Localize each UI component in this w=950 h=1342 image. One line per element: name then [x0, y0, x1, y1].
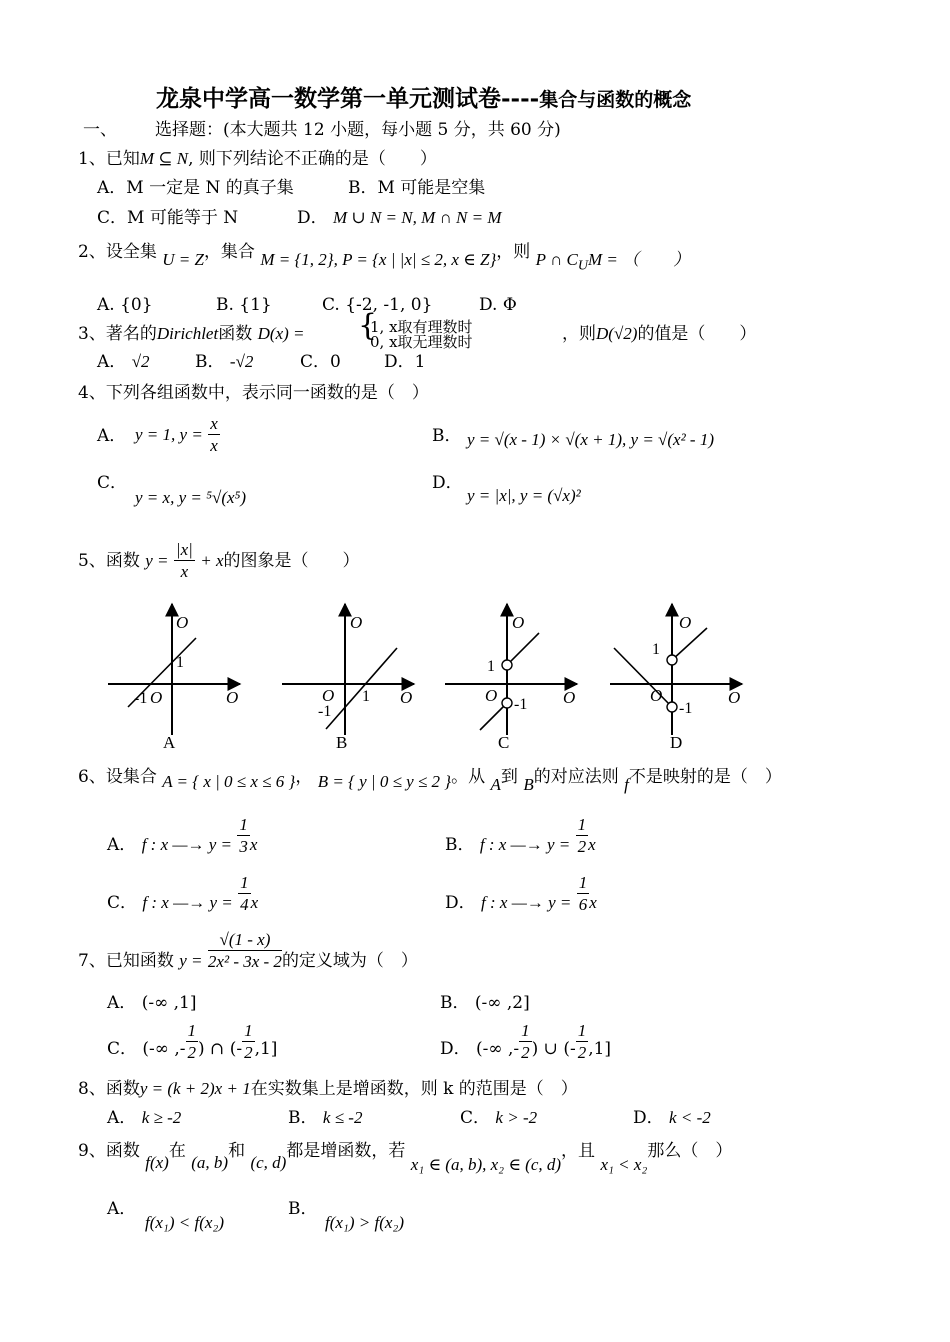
q1-option-c: C．M 可能等于 N	[97, 208, 239, 228]
graph-d-open-point-top	[667, 655, 677, 665]
section-number: 一、	[83, 120, 117, 140]
graph-c-open-point-bottom	[502, 698, 512, 708]
section-description: 选择题：(本大题共 12 小题，每小题 5 分，共 60 分)	[155, 120, 561, 140]
q3-case-2: 0, x取无理数时	[370, 333, 473, 351]
graph-d-mark-3: -1	[679, 700, 693, 717]
graph-b-x-label: O	[400, 688, 413, 707]
q2-option-d: D. Φ	[479, 295, 517, 315]
graph-c-mark-2: O	[485, 686, 498, 705]
q8-option-d: D． k < -2	[633, 1108, 711, 1128]
graph-b-mark-2: 1	[362, 688, 370, 705]
graph-c-open-point-top	[502, 660, 512, 670]
q9-option-a-expr: f(x₁) < f(x₂)	[145, 1213, 224, 1232]
question-9-stem: 9、函数 f(x)在 (a, b)和 (c, d)都是增函数，若 x₁ ∈ (a, b), x₂ ∈ (c, d)，且 x₁ < x₂那么（ ）	[78, 1141, 733, 1174]
q8-option-c: C． k > -2	[460, 1108, 538, 1128]
q4-option-c-expr: y = x, y = ⁵√(x⁵)	[135, 488, 247, 507]
question-8-stem: 8、函数y = (k + 2)x + 1在实数集上是增函数，则 k 的范围是（ ）	[78, 1079, 578, 1099]
graph-c-caption: C	[498, 733, 510, 752]
graph-c-line-right	[507, 633, 539, 665]
q3-option-d: D．1	[384, 352, 426, 372]
q3-option-b: B． -√2	[195, 352, 254, 372]
graph-d-mark-2: O	[650, 686, 663, 705]
q4-option-b-expr: y = √(x - 1) × √(x + 1), y = √(x² - 1)	[467, 430, 714, 449]
q7-option-a: A． (-∞ ,1]	[107, 993, 197, 1013]
graph-a-x-label: O	[226, 688, 239, 707]
q2-option-b: B. {1}	[216, 295, 272, 315]
graph-a-mark-1: 1	[176, 654, 184, 671]
q8-option-b: B． k ≤ -2	[288, 1108, 363, 1128]
graph-d-x-label: O	[728, 688, 741, 707]
graph-c-mark-1: 1	[487, 658, 495, 675]
q2-option-a: A. {0}	[97, 295, 153, 315]
q3-case-1: 1, x取有理数时	[370, 318, 473, 336]
question-2-stem: 2、设全集 U = Z，集合 M = {1, 2}, P = {x | |x| ≤ 2, x ∈ Z}，则 P ∩ $C_UM$ = （ ）	[78, 242, 691, 274]
graph-a-mark-2: -1	[134, 690, 148, 707]
question-5-stem: 5、函数 y = $\frac{|x|}{x}$ + x的图象是（ ）	[78, 540, 360, 581]
graph-b-axis-label: O	[350, 613, 363, 632]
title-subtitle: 集合与函数的概念	[539, 89, 692, 111]
graph-a-mark-3: O	[150, 688, 163, 707]
q6-option-d: D． f : x —→ y = $\frac{1}{6}$ x	[445, 873, 597, 914]
q4-option-c-label: C．	[97, 473, 128, 493]
q4-option-d-label: D．	[432, 473, 463, 493]
graph-b	[282, 604, 414, 752]
graph-d-mark-1: 1	[652, 641, 660, 658]
q9-option-b-expr: f(x₁) > f(x₂)	[325, 1213, 404, 1232]
q1-option-d: D． M ∪ N = N, M ∩ N = M	[297, 208, 502, 228]
graph-d-line-right	[672, 628, 707, 660]
q6-option-c: C． f : x —→ y = $\frac{1}{4}$ x	[107, 873, 259, 914]
q9-option-b-label: B．	[288, 1199, 318, 1219]
question-1-stem: 1、已知M ⊆ N, 则下列结论不正确的是（ ）	[78, 149, 437, 169]
q1-expression: M ⊆ N	[139, 149, 189, 168]
graph-d	[610, 604, 742, 752]
q4-option-a-label: A．	[97, 426, 127, 446]
q5-graphs	[0, 590, 950, 760]
title-dash: ----	[501, 85, 540, 112]
q7-option-c: C． (-∞ ,- $\frac{1}{2}$ ) ∩ (- $\frac{1}{2}$ ,1]	[107, 1021, 278, 1062]
graph-c-mark-3: -1	[514, 696, 528, 713]
dirichlet-name: Dirichlet	[156, 324, 219, 343]
q8-option-a: A． k ≥ -2	[107, 1108, 182, 1128]
q4-option-b-label: B．	[432, 426, 462, 446]
q9-option-a-label: A．	[107, 1199, 137, 1219]
graph-c-axis-label: O	[512, 613, 525, 632]
q3-ask: ，则D(√2)的值是（ ）	[562, 324, 757, 344]
q3-option-a: A． √2	[97, 352, 150, 372]
q1-option-a: A．M 一定是 N 的真子集	[97, 178, 294, 198]
graph-d-line-left	[614, 648, 672, 707]
q4-option-d-expr: y = |x|, y = (√x)²	[467, 486, 581, 505]
graph-d-open-point-bottom	[667, 702, 677, 712]
q7-option-b: B． (-∞ ,2]	[440, 993, 530, 1013]
q4-option-a-expr: y = 1, y = $\frac{x}{x}$	[135, 414, 218, 455]
graph-b-mark-3: -1	[318, 703, 332, 720]
question-7-stem: 7、已知函数 y = $\frac{√(1 - x)}{\text{2x² - 3x - 2}}$ 的定义域为（ ）	[78, 930, 418, 971]
q6-option-a: A． f : x —→ y = $\frac{1}{3}$ x	[107, 815, 258, 856]
graph-a-axis-label: O	[176, 613, 189, 632]
graph-a	[108, 604, 240, 752]
graph-c-x-label: O	[563, 688, 576, 707]
q3-piecewise: { 1, x取有理数时 0, x取无理数时	[358, 308, 473, 351]
graph-d-caption: D	[670, 733, 683, 752]
question-6-stem: 6、设集合 A = { x | 0 ≤ x ≤ 6 }， B = { y | 0 ≤ y ≤ 2 }。从 A到 B的对应法则 f不是映射的是（ ）	[78, 767, 782, 794]
q7-option-d: D． (-∞ ,- $\frac{1}{2}$ ) ∪ (- $\frac{1}{2}$ ,1]	[440, 1021, 612, 1062]
question-3-stem: 3、著名的Dirichlet函数 D(x) =	[78, 324, 305, 344]
page-title	[156, 85, 692, 112]
graph-a-caption: A	[163, 733, 176, 752]
graph-b-caption: B	[336, 733, 348, 752]
q6-option-b: B． f : x —→ y = $\frac{1}{2}$ x	[445, 815, 596, 856]
graph-c-line-left	[480, 703, 507, 730]
question-4-stem: 4、下列各组函数中，表示同一函数的是（ ）	[78, 383, 429, 403]
graph-c	[445, 604, 577, 752]
q3-option-c: C．0	[300, 352, 341, 372]
graph-b-mark-1: O	[322, 686, 335, 705]
graph-d-axis-label: O	[679, 613, 692, 632]
q1-option-b: B．M 可能是空集	[348, 178, 486, 198]
title-main: 龙泉中学高一数学第一单元测试卷	[156, 85, 501, 112]
q2-option-c: C. {-2, -1, 0}	[322, 295, 433, 315]
